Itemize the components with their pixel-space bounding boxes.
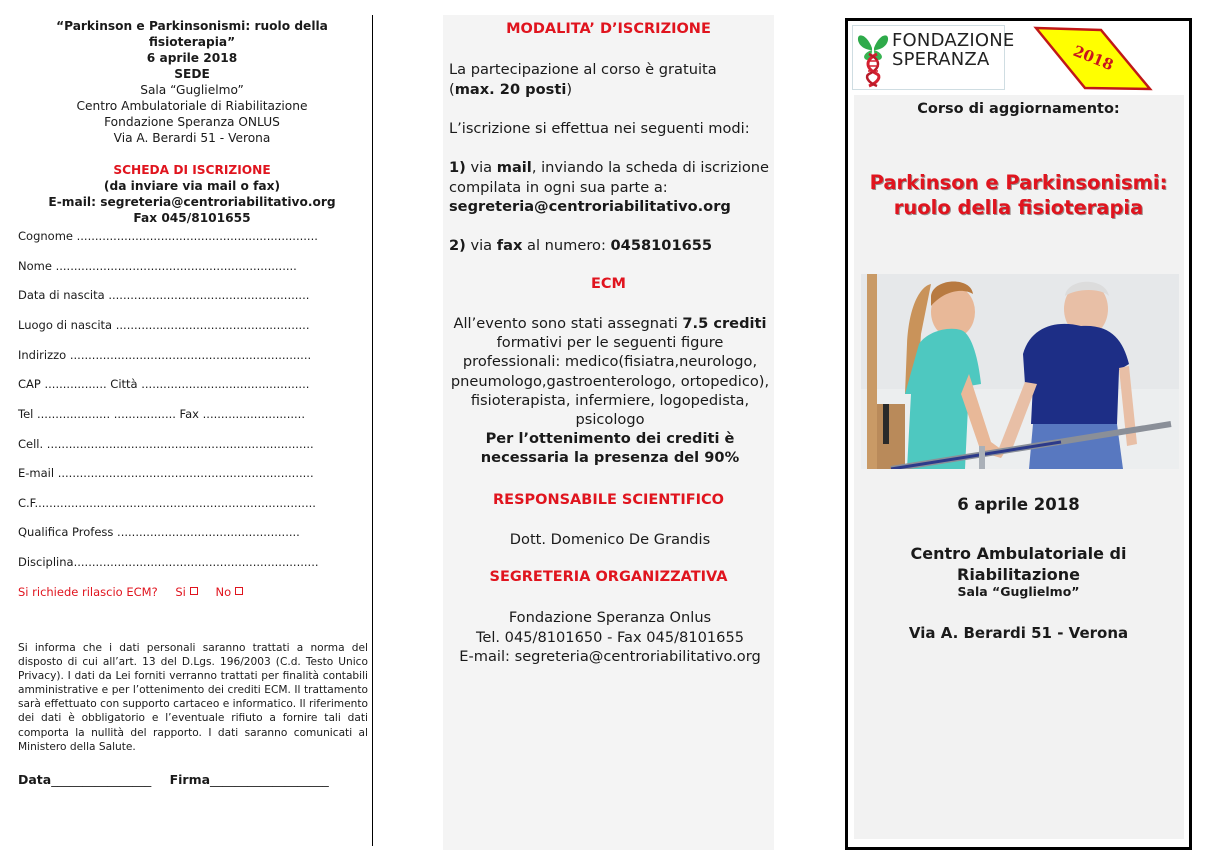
date-label: Data (18, 772, 52, 787)
event-date: 6 aprile 2018 (146, 51, 238, 65)
form-email: E-mail: segreteria@centroriabilitativo.org (48, 195, 336, 209)
field-nome[interactable]: Nome .................................................................. (18, 259, 297, 273)
ecm-question-label: Si richiede rilascio ECM? (18, 585, 158, 599)
cover-panel (845, 18, 1192, 850)
form-fax: Fax 045/8101655 (133, 211, 251, 225)
fold-divider (372, 15, 373, 846)
info-panel (443, 15, 774, 850)
method-mail: 1) via mail, inviando la scheda di iscrizione compilata in ogni sua parte a: segreteria@centroriabilitativo.org (449, 159, 770, 215)
cover-title-line2: ruolo della fisioterapia (893, 196, 1144, 219)
methods-intro: L’iscrizione si effettua nei seguenti modi: (449, 120, 750, 137)
ecm-yes-option[interactable] (175, 585, 198, 599)
fondazione-speranza-logo (852, 25, 1015, 90)
field-data-nascita[interactable]: Data di nascita ....................................................... (18, 288, 310, 302)
secretariat-org: Fondazione Speranza Onlus (508, 609, 712, 626)
field-luogo-nascita[interactable]: Luogo di nascita ..................................................... (18, 318, 310, 332)
year-badge-text: 2018 (1070, 41, 1117, 75)
center-name: Centro Ambulatoriale di Riabilitazione (76, 99, 308, 113)
ecm-requirement: Per l’ottenimento dei crediti è necessaria la presenza del 90% (480, 430, 740, 467)
signature-line[interactable]: ___________________ (210, 772, 329, 787)
course-title: “Parkinson e Parkinsonismi: ruolo della fisioterapia” (56, 19, 328, 49)
registration-form-panel (14, 18, 370, 226)
course-type: Corso di aggiornamento: (917, 101, 1120, 117)
ecm-credits: 7.5 crediti (682, 315, 767, 332)
cover-title (848, 170, 1189, 220)
secretariat-contacts (449, 608, 771, 667)
field-qualifica[interactable]: Qualifica Profess .................................................. (18, 525, 300, 539)
cover-venue (848, 543, 1189, 599)
room-name: Sala “Guglielmo” (140, 83, 244, 97)
date-line[interactable]: ________________ (51, 772, 152, 787)
ecm-title: ECM (591, 276, 626, 292)
venue-room: Sala “Guglielmo” (957, 584, 1080, 599)
ecm-no-option[interactable] (216, 585, 244, 599)
field-cell[interactable]: Cell. ......................................................................... (18, 437, 314, 451)
venue-line1: Centro Ambulatoriale di (910, 544, 1127, 563)
ecm-yes-checkbox[interactable] (190, 587, 198, 595)
cover-address: Via A. Berardi 51 - Verona (908, 624, 1129, 642)
field-cf[interactable]: C.F............................................................................. (18, 496, 316, 510)
fax-number: 0458101655 (610, 237, 713, 254)
field-indirizzo[interactable]: Indirizzo .................................................................. (18, 348, 312, 362)
method-fax: 2) via fax al numero: 0458101655 (449, 237, 713, 254)
secretariat-phone: Tel. 045/8101650 - Fax 045/8101655 (475, 628, 745, 646)
registration-email-link[interactable]: segreteria@centroriabilitativo.org (449, 198, 731, 215)
field-tel-fax[interactable]: Tel .................... ................. Fax ............................ (18, 407, 305, 421)
secretariat-email[interactable]: E-mail: segreteria@centroriabilitativo.org (459, 648, 761, 665)
butterfly-dna-icon (855, 28, 891, 88)
privacy-notice: Si informa che i dati personali saranno trattati a norma del disposto di cui all’art. 13 del D.Lgs. 196/2003 (C.d. Testo Unico Privacy). I dati da Lei forniti verranno trattati per finalità contabili amministrative e per l’ottenimento dei crediti ECM. Il trattamento sarà effettuato con supporto cartaceo e informatico. Il riferimento dei dati è obbligatorio e l’eventuale rifiuto a fornire tali dati comporta la nullità del rapporto. I dati saranno comunicati al Ministero della Salute. (18, 642, 368, 753)
signature-row (18, 772, 329, 787)
ecm-no-checkbox[interactable] (235, 587, 243, 595)
form-title: SCHEDA DI ISCRIZIONE (113, 163, 271, 177)
form-subtitle: (da inviare via mail o fax) (103, 179, 281, 193)
registration-title: MODALITA’ D’ISCRIZIONE (506, 21, 711, 37)
address: Via A. Berardi 51 - Verona (113, 131, 271, 145)
signature-label: Firma (169, 772, 211, 787)
logo-text: FONDAZIONE SPERANZA (892, 30, 1015, 70)
ecm-request-question (18, 585, 243, 599)
ecm-no-label: No (215, 585, 232, 599)
field-disciplina[interactable]: Disciplina................................................................... (18, 555, 319, 569)
cover-date: 6 aprile 2018 (957, 495, 1080, 514)
cover-title-line1: Parkinson e Parkinsonismi: (869, 171, 1168, 194)
ecm-description: All’evento sono stati assegnati 7.5 crediti formativi per le seguenti figure professionali: medico(fisiatra,neurologo, pneumologo,gastroenterologo, ortopedico), fisioterapista, infermiere, logopedista, psicologo Per l’ottenimento dei crediti è necessaria la presenza del 90% (450, 315, 770, 467)
registration-free-text (449, 60, 771, 99)
scientific-name: Dott. Domenico De Grandis (509, 531, 711, 548)
venue-line2: Riabilitazione (957, 565, 1080, 584)
secretariat-title: SEGRETERIA ORGANIZZATIVA (489, 569, 728, 585)
ecm-yes-label: Si (175, 585, 186, 599)
form-event-header (14, 18, 370, 226)
free-participation: La partecipazione al corso è gratuita (449, 61, 717, 78)
foundation-name: Fondazione Speranza ONLUS (104, 115, 280, 129)
sede-label: SEDE (174, 67, 210, 81)
field-cap-citta[interactable]: CAP ................. Città .............................................. (18, 377, 310, 391)
field-email[interactable]: E-mail ...................................................................... (18, 466, 314, 480)
field-cognome[interactable]: Cognome .................................................................. (18, 229, 318, 243)
year-badge (1033, 25, 1153, 91)
scientific-title: RESPONSABILE SCIENTIFICO (493, 492, 724, 508)
therapy-photo (861, 274, 1179, 469)
max-seats: (max. 20 posti) (449, 80, 573, 98)
